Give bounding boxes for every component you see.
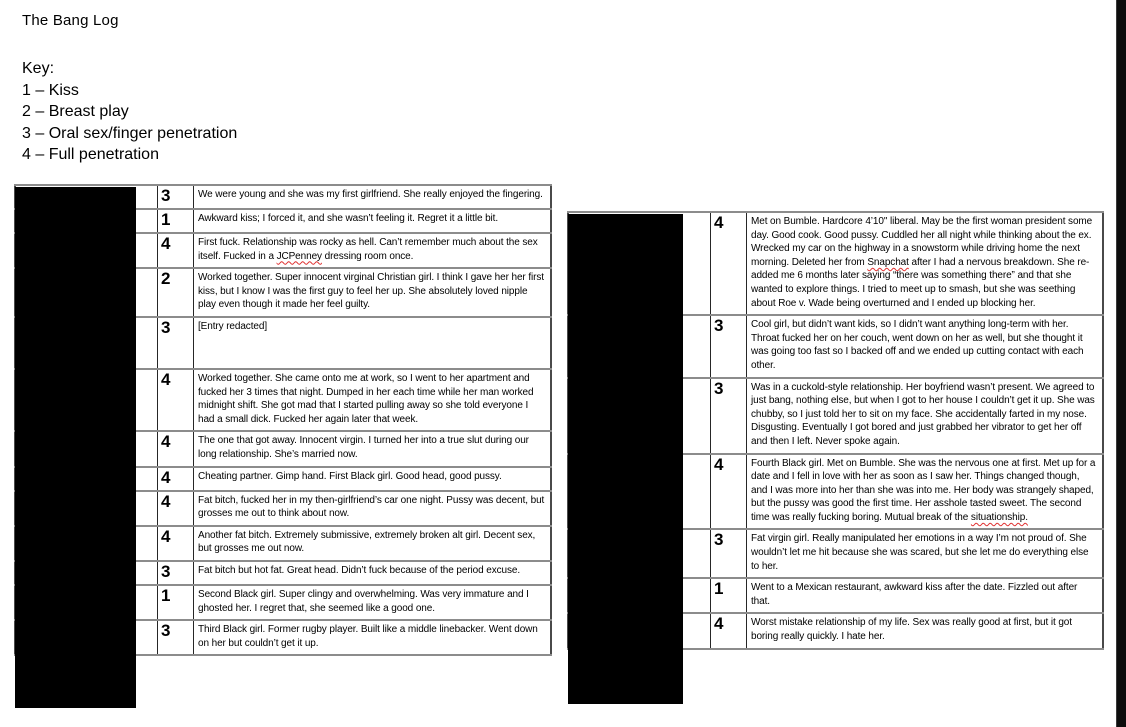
rating-cell: 1	[158, 209, 194, 233]
note-cell: Went to a Mexican restaurant, awkward kiss after the date. Fizzled out after that.	[747, 578, 1104, 613]
rating-cell: 3	[711, 315, 747, 377]
note-cell: Fourth Black girl. Met on Bumble. She was the nervous one at first. Met up for a date and I fell in love with her as soon as I saw her. Things changed though, and I was more into her than she was into me. Her body was strangely shaped, but the pussy was good the first time. Her asshole tasted sweet. The second time was really fucking boring. Mutual break of the situationship.	[747, 454, 1104, 530]
note-cell: Worst mistake relationship of my life. Sex was really good at first, but it got boring really quickly. I hate her.	[747, 613, 1104, 648]
rating-cell: 4	[158, 526, 194, 561]
rating-cell: 1	[158, 585, 194, 620]
rating-cell: 4	[158, 233, 194, 268]
note-cell: Met on Bumble. Hardcore 4’10" liberal. May be the first woman president some day. Good cook. Good pussy. Cuddled her all night while thinking about the ex. Wrecked my car on the highway in a snowstorm while driving home the next morning. Deleted her from Snapchat after I had a nervous breakdown. She re-added me 6 months later saying “there was something there” and that she wanted to explore things. I tried to meet up to smash, but she was seething about Roe v. Wade being overturned and I ended up blocking her.	[747, 212, 1104, 315]
note-cell: Fat bitch but hot fat. Great head. Didn’t fuck because of the period excuse.	[194, 561, 552, 585]
rating-cell: 4	[158, 491, 194, 526]
note-cell: Fat bitch, fucked her in my then-girlfriend’s car one night. Pussy was decent, but grosses me out to think about now.	[194, 491, 552, 526]
note-cell: Was in a cuckold-style relationship. Her boyfriend wasn’t present. We agreed to just bang, nothing else, but when I got to her house I couldn’t get it up. She was chubby, so I just told her to sit on my face. She accidentally farted in my nose. Disgusting. Eventually I got bored and just grabbed her vibrator to get her off and then I left. Never spoke again.	[747, 378, 1104, 454]
rating-cell: 3	[711, 378, 747, 454]
note-cell: The one that got away. Innocent virgin. I turned her into a true slut during our long relationship. She’s married now.	[194, 431, 552, 466]
page-title: The Bang Log	[22, 12, 119, 29]
note-cell: Another fat bitch. Extremely submissive, extremely broken alt girl. Decent sex, but grosses me out now.	[194, 526, 552, 561]
key-line: 2 – Breast play	[22, 103, 129, 120]
note-cell: Cool girl, but didn’t want kids, so I didn’t want anything long-term with her. Throat fucked her on her couch, went down on her as well, but she thought it was going too fast so I backed off and we ended up cutting contact with each other.	[747, 315, 1104, 377]
key-lines	[22, 80, 237, 166]
rating-cell: 3	[158, 185, 194, 209]
note-cell: First fuck. Relationship was rocky as hell. Can’t remember much about the sex itself. Fucked in a JCPenney dressing room once.	[194, 233, 552, 268]
redaction-box-right	[568, 214, 683, 704]
rating-cell: 4	[158, 467, 194, 491]
rating-cell: 4	[711, 212, 747, 315]
rating-cell: 4	[711, 613, 747, 648]
key-line: 4 – Full penetration	[22, 146, 159, 163]
note-cell: Worked together. She came onto me at work, so I went to her apartment and fucked her 3 times that night. Dumped in her each time while her man worked midnight shift. She got mad that I started pulling away so she told everyone I had a small dick. Fucked her again later that week.	[194, 369, 552, 431]
spellcheck-squiggle: JCPenney	[276, 250, 322, 262]
rating-cell: 4	[711, 454, 747, 530]
key-line: 1 – Kiss	[22, 81, 79, 99]
screenshot-edge-bar	[1116, 0, 1126, 727]
note-cell: Second Black girl. Super clingy and overwhelming. Was very immature and I ghosted her. I regret that, she seemed like a good one.	[194, 585, 552, 620]
note-cell: Third Black girl. Former rugby player. Built like a middle linebacker. Went down on her but couldn’t get it up.	[194, 620, 552, 655]
key-line: 3 – Oral sex/finger penetration	[22, 124, 238, 142]
note-cell: Fat virgin girl. Really manipulated her emotions in a way I’m not proud of. She wouldn’t let me hit because she was scared, but she let me do everything else to her.	[747, 529, 1104, 578]
note-cell: [Entry redacted]	[194, 317, 552, 369]
note-cell: Cheating partner. Gimp hand. First Black girl. Good head, good pussy.	[194, 467, 552, 491]
rating-cell: 1	[711, 578, 747, 613]
rating-cell: 4	[158, 369, 194, 431]
note-cell: Worked together. Super innocent virginal Christian girl. I think I gave her her first kiss, but I know I was the first guy to feel her up. She absolutely loved nipple play even though it made her feel guilty.	[194, 268, 552, 317]
note-cell: Awkward kiss; I forced it, and she wasn’t feeling it. Regret it a little bit.	[194, 209, 552, 233]
rating-cell: 3	[158, 561, 194, 585]
rating-cell: 2	[158, 268, 194, 317]
rating-cell: 3	[711, 529, 747, 578]
rating-cell: 3	[158, 317, 194, 369]
note-cell: We were young and she was my first girlfriend. She really enjoyed the fingering.	[194, 185, 552, 209]
rating-key	[22, 58, 237, 166]
spellcheck-squiggle: Snapchat	[867, 256, 909, 268]
spellcheck-squiggle: situationship.	[970, 511, 1028, 523]
key-heading: Key:	[22, 60, 55, 77]
redaction-box-left	[15, 187, 136, 708]
rating-cell: 4	[158, 431, 194, 466]
rating-cell: 3	[158, 620, 194, 655]
